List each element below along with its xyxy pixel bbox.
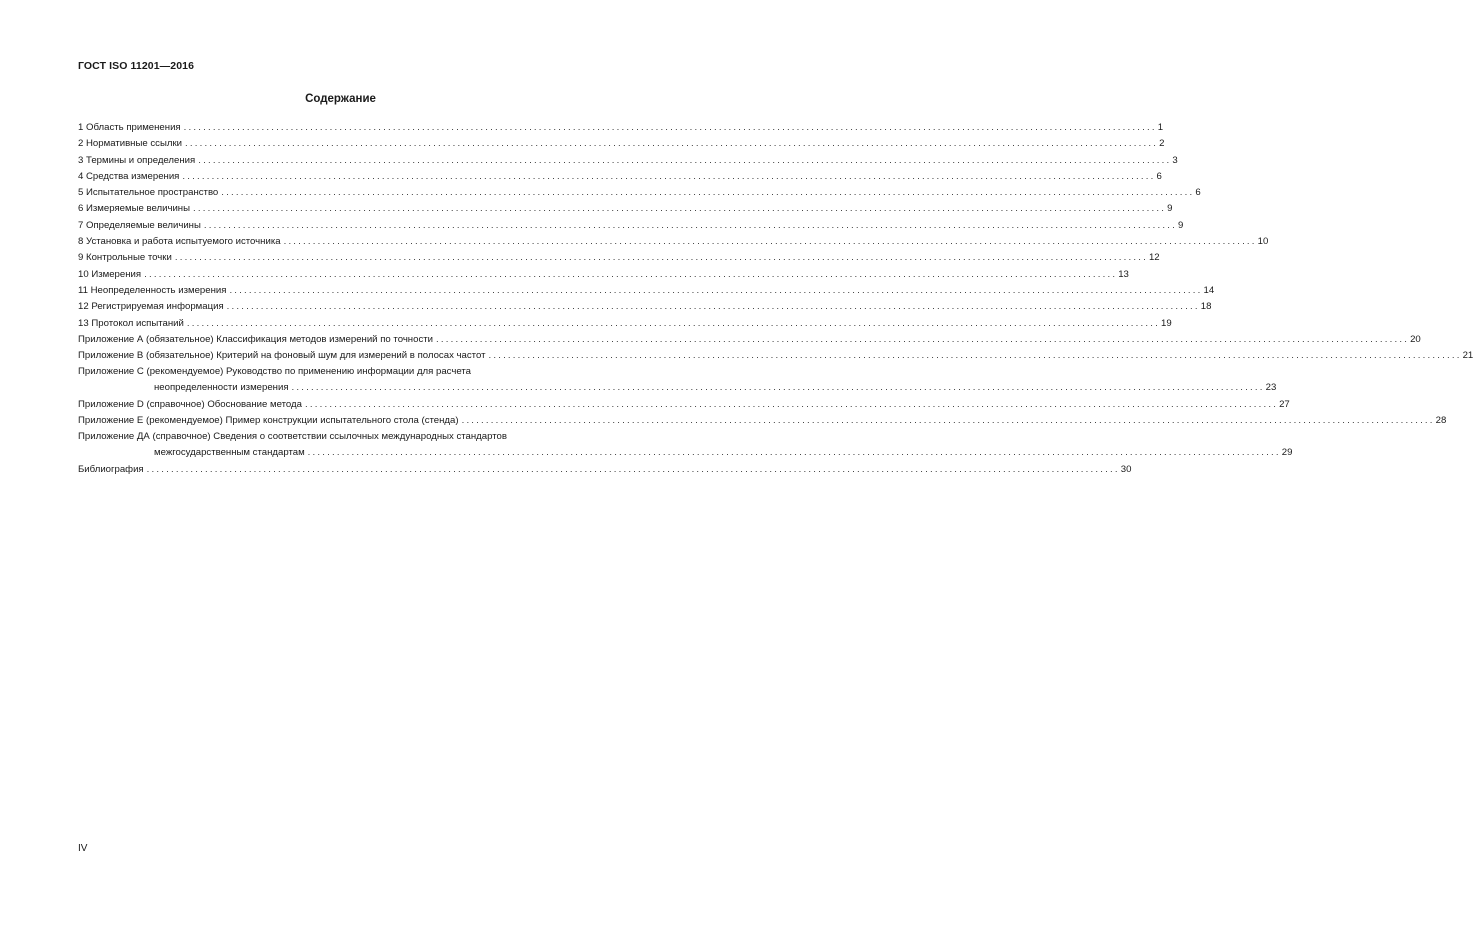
toc-entry-page: 18 (1200, 301, 1212, 313)
toc-entry-page: 14 (1203, 284, 1215, 296)
toc-leader-dots: ........................................................................................................................................................................................................ (146, 463, 1120, 475)
toc-leader-dots: ........................................................................................................................................................................................................ (307, 447, 1281, 459)
toc-entry-label: 11 Неопределенность измерения (78, 284, 227, 296)
toc-entry-label: 1 Область применения (78, 122, 181, 133)
toc-entry[interactable] (78, 185, 1201, 201)
toc-entry[interactable] (78, 332, 1421, 348)
toc-entry-label-continuation: неопределенности измерения (154, 382, 289, 394)
toc-entry[interactable] (78, 136, 1165, 152)
toc-leader-dots: ........................................................................................................................................................................................................ (182, 170, 1156, 182)
toc-entry[interactable] (78, 153, 1178, 169)
toc-leader-dots: ........................................................................................................................................................................................................ (436, 333, 1410, 345)
toc-leader-dots: ........................................................................................................................................................................................................ (283, 236, 1257, 248)
toc-entry[interactable] (78, 348, 1473, 364)
toc-leader-dots: ........................................................................................................................................................................................................ (183, 122, 1157, 133)
toc-entry-page: 29 (1281, 447, 1293, 459)
toc-entry-label: 8 Установка и работа испытуемого источника (78, 236, 281, 248)
toc-entry[interactable] (78, 218, 1184, 234)
toc-entry-page: 9 (1177, 219, 1184, 231)
toc-entry[interactable] (78, 250, 1160, 266)
toc-leader-dots: ........................................................................................................................................................................................................ (144, 268, 1118, 280)
toc-entry-page: 21 (1462, 350, 1473, 362)
toc-leader-dots: ........................................................................................................................................................................................................ (226, 301, 1200, 313)
toc-leader-dots: ........................................................................................................................................................................................................ (461, 415, 1435, 427)
toc-entry[interactable] (78, 397, 1290, 413)
toc-entry[interactable] (78, 429, 1293, 461)
toc-leader-dots: ........................................................................................................................................................................................................ (193, 203, 1167, 215)
toc-entry-label: 4 Средства измерения (78, 170, 180, 182)
toc-leader-dots: ........................................................................................................................................................................................................ (221, 187, 1195, 199)
toc-leader-dots: ........................................................................................................................................................................................................ (186, 317, 1160, 329)
toc-entry-page: 1 (1157, 122, 1164, 133)
toc-entry-label: 10 Измерения (78, 268, 142, 280)
toc-entry-label: Приложение А (обязательное) Классификация методов измерений по точности (78, 333, 433, 345)
toc-entry[interactable] (78, 413, 1447, 429)
toc-entry-label: 5 Испытательное пространство (78, 187, 219, 199)
toc-entry-label-continuation: межгосударственным стандартам (154, 447, 305, 459)
toc-entry-page: 2 (1159, 138, 1165, 150)
page-title: Содержание (305, 93, 376, 105)
toc-entry[interactable] (78, 364, 1277, 396)
toc-entry-page: 28 (1435, 415, 1447, 427)
toc-entry[interactable] (78, 283, 1215, 299)
toc-entry-page: 13 (1118, 268, 1129, 280)
toc-entry-label: 6 Измеряемые величины (78, 203, 190, 215)
toc-entry-page: 3 (1172, 154, 1178, 166)
toc-entry[interactable] (78, 201, 1173, 217)
toc-entry-page: 27 (1279, 398, 1290, 410)
toc-entry-page: 10 (1257, 236, 1269, 248)
toc-entry-label: 7 Определяемые величины (78, 219, 201, 231)
toc-entry-page: 6 (1156, 170, 1162, 182)
toc-entry[interactable] (78, 234, 1269, 250)
toc-leader-dots: ........................................................................................................................................................................................................ (291, 382, 1265, 394)
toc-entry-label: Приложение ДА (справочное) Сведения о соответствии ссылочных международных стандартов (78, 431, 507, 443)
toc-entry[interactable] (78, 267, 1129, 283)
toc-entry[interactable] (78, 120, 1164, 136)
toc-leader-dots: ........................................................................................................................................................................................................ (174, 252, 1148, 264)
toc-entry-label: 13 Протокол испытаний (78, 317, 184, 329)
toc-entry-page: 6 (1195, 187, 1201, 199)
page-number: IV (78, 843, 88, 854)
toc-entry-page: 9 (1167, 203, 1173, 215)
table-of-contents (78, 120, 1473, 478)
toc-entry-page: 20 (1410, 333, 1421, 345)
toc-entry[interactable] (78, 462, 1132, 478)
toc-entry-label: 2 Нормативные ссылки (78, 138, 183, 150)
toc-entry-label: Библиография (78, 463, 144, 475)
toc-entry-label: Приложение С (рекомендуемое) Руководство по применению информации для расчета (78, 366, 471, 378)
toc-leader-dots: ........................................................................................................................................................................................................ (229, 284, 1203, 296)
toc-leader-dots: ........................................................................................................................................................................................................ (305, 398, 1279, 410)
toc-entry-label: 3 Термины и определения (78, 154, 196, 166)
toc-entry[interactable] (78, 169, 1162, 185)
toc-entry-label: Приложение В (обязательное) Критерий на фоновый шум для измерений в полосах частот (78, 350, 486, 362)
toc-leader-dots: ........................................................................................................................................................................................................ (203, 219, 1177, 231)
toc-leader-dots: ........................................................................................................................................................................................................ (488, 350, 1462, 362)
toc-entry-label: 9 Контрольные точки (78, 252, 172, 264)
toc-entry[interactable] (78, 299, 1212, 315)
toc-entry-page: 23 (1265, 382, 1277, 394)
toc-entry-label: Приложение Е (рекомендуемое) Пример конструкции испытательного стола (стенда) (78, 415, 459, 427)
toc-entry[interactable] (78, 316, 1172, 332)
toc-leader-dots: ........................................................................................................................................................................................................ (185, 138, 1159, 150)
toc-entry-label: Приложение D (справочное) Обоснование метода (78, 398, 302, 410)
toc-entry-page: 12 (1148, 252, 1160, 264)
toc-entry-page: 30 (1120, 463, 1132, 475)
toc-entry-label: 12 Регистрируемая информация (78, 301, 224, 313)
toc-entry-page: 19 (1161, 317, 1172, 329)
toc-leader-dots: ........................................................................................................................................................................................................ (198, 154, 1172, 166)
document-header: ГОСТ ISO 11201—2016 (78, 60, 195, 72)
